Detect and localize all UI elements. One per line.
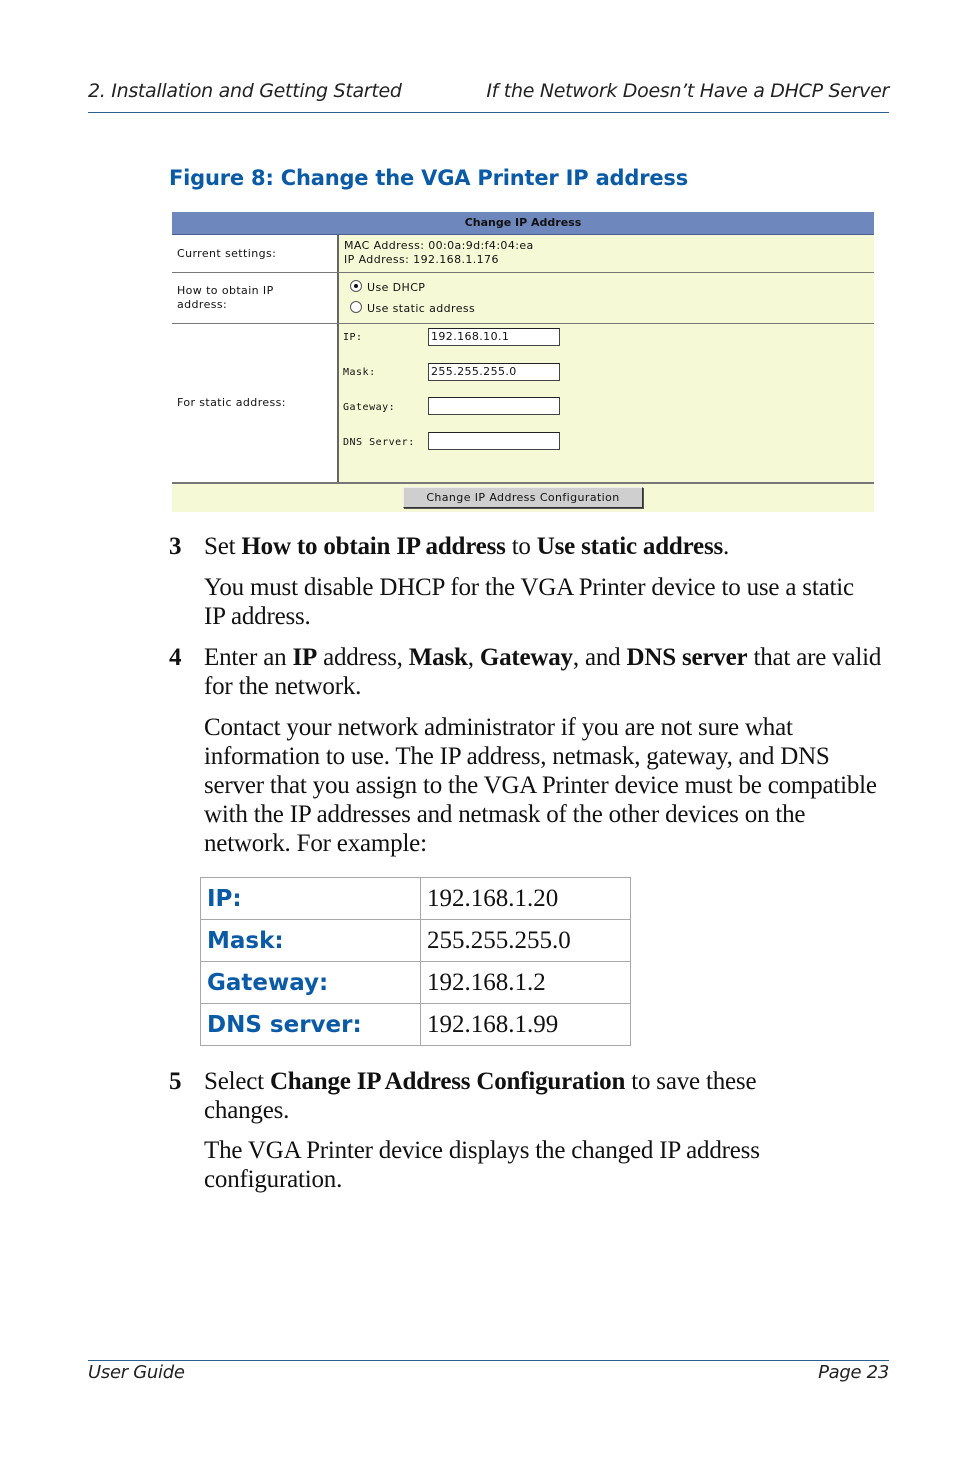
dns-server-input[interactable]: [428, 432, 560, 450]
radio-use-static[interactable]: Use static address: [350, 301, 475, 316]
figure-caption: Figure 8: Change the VGA Printer IP address: [169, 166, 689, 190]
obtain-ip-label-line1: How to obtain IP: [177, 284, 274, 297]
step-5-note: The VGA Printer device displays the changed IP address configuration.: [204, 1137, 760, 1193]
button-row: [172, 484, 874, 512]
table-value: 255.255.255.0: [421, 920, 631, 962]
change-ip-form: [172, 212, 874, 512]
step-3-instruction: Set How to obtain IP address to Use static address.: [204, 533, 730, 560]
obtain-ip-row: [172, 273, 874, 324]
table-key: DNS server:: [201, 1004, 421, 1046]
step-number-3: 3: [169, 533, 182, 560]
mask-field-label: Mask:: [343, 367, 376, 378]
table-value: 192.168.1.20: [421, 878, 631, 920]
header-chapter: 2. Installation and Getting Started: [88, 80, 402, 102]
mask-input[interactable]: 255.255.255.0: [428, 363, 560, 381]
running-header: [88, 78, 889, 113]
table-value: 192.168.1.99: [421, 1004, 631, 1046]
step-5-instruction: Select Change IP Address Configuration to save these changes.: [204, 1068, 757, 1124]
radio-selected-icon: [350, 280, 362, 292]
ip-input[interactable]: 192.168.10.1: [428, 328, 560, 346]
gateway-input[interactable]: [428, 397, 560, 415]
step-4-note: Contact your network administrator if you are not sure what information to use. The IP address, netmask, gateway, and DNS server that you assign to the VGA Printer device must be compatible with the IP addresses and netmask of the other devices on the network. For example:: [204, 714, 877, 857]
step-3-note: You must disable DHCP for the VGA Printer device to use a static IP address.: [204, 574, 854, 630]
dns-server-field-label: DNS Server:: [343, 437, 415, 448]
example-settings-table: [200, 877, 631, 1046]
running-footer: [88, 1360, 889, 1385]
gateway-field-label: Gateway:: [343, 402, 396, 413]
obtain-ip-label-line2: address:: [177, 298, 228, 311]
page-number: Page 23: [818, 1362, 889, 1383]
ip-address-text: IP Address: 192.168.1.176: [344, 253, 499, 266]
header-section: If the Network Doesn’t Have a DHCP Server: [486, 80, 889, 102]
table-row: [201, 920, 631, 962]
current-settings-label: Current settings:: [177, 247, 277, 260]
static-address-row: [172, 324, 874, 484]
table-key: IP:: [201, 878, 421, 920]
table-row: [201, 878, 631, 920]
radio-use-dhcp[interactable]: Use DHCP: [350, 280, 425, 295]
table-value: 192.168.1.2: [421, 962, 631, 1004]
mac-address-text: MAC Address: 00:0a:9d:f4:04:ea: [344, 239, 534, 252]
step-number-5: 5: [169, 1068, 182, 1095]
table-row: [201, 1004, 631, 1046]
change-ip-config-button[interactable]: Change IP Address Configuration: [403, 487, 643, 508]
step-4-instruction: Enter an IP address, Mask, Gateway, and DNS server that are valid for the network.: [204, 644, 882, 700]
radio-unselected-icon: [350, 301, 362, 313]
ip-field-label: IP:: [343, 332, 363, 343]
table-row: [201, 962, 631, 1004]
step-number-4: 4: [169, 644, 182, 671]
static-address-label: For static address:: [177, 396, 286, 409]
form-title: Change IP Address: [172, 212, 874, 235]
footer-title: User Guide: [88, 1362, 185, 1383]
table-key: Gateway:: [201, 962, 421, 1004]
table-key: Mask:: [201, 920, 421, 962]
current-settings-row: [172, 235, 874, 273]
